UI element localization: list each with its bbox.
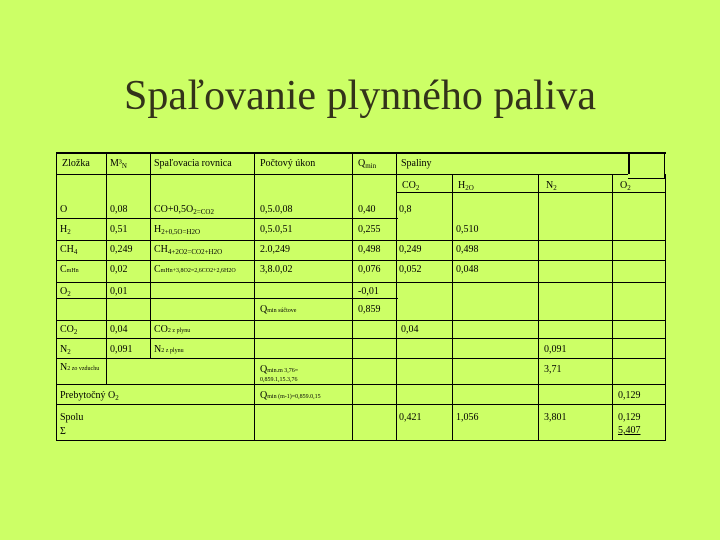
header-border-right: [628, 152, 630, 174]
cell-cmhn-rov: CmHn+3,8O2=2,6CO2+2,6H2O: [154, 264, 236, 275]
cell-n2vz-pocet2: 0,859.1,15.3,76: [260, 377, 298, 383]
cell-o2-zlozka: $O_2$: [60, 286, 71, 298]
cell-h2-h2o: 0,510: [456, 224, 479, 235]
cell-cmhn-qmin: 0,076: [358, 264, 381, 275]
column-divider: [150, 152, 151, 358]
row-divider: [56, 260, 666, 261]
header-zlozka: Zložka: [62, 158, 90, 169]
header-spaliny: Spaliny: [401, 158, 432, 169]
header-o2: $O_2$: [620, 180, 631, 192]
cell-o-m3: 0,08: [110, 204, 128, 215]
combustion-table: [56, 152, 666, 440]
header-co2: $CO_2$: [402, 180, 420, 192]
column-divider: [452, 174, 453, 440]
column-divider: [56, 174, 57, 440]
row-divider: [56, 320, 666, 321]
cell-co2-co2: 0,04: [401, 324, 419, 335]
cell-ch4-qmin: 0,498: [358, 244, 381, 255]
cell-co2-m3: 0,04: [110, 324, 128, 335]
cell-n2vz-n2: 3,71: [544, 364, 562, 375]
cell-preb-pocet: Qmin (m-1)=0,859.0,15: [260, 390, 321, 401]
column-divider: [106, 152, 107, 384]
table-border-top: [56, 152, 666, 154]
cell-h2-zlozka: $H_2$: [60, 224, 71, 236]
cell-o-co2: 0,8: [399, 204, 412, 215]
row-divider: [56, 404, 666, 405]
row-divider: [56, 338, 666, 339]
cell-h2-pocet: 0,5.0,51: [260, 224, 293, 235]
cell-ch4-pocet: 2.0,249: [260, 244, 290, 255]
row-divider: [56, 298, 398, 299]
cell-h2-qmin: 0,255: [358, 224, 381, 235]
cell-cmhn-m3: 0,02: [110, 264, 128, 275]
row-divider: [56, 384, 666, 385]
cell-co2-zlozka: $CO_2$: [60, 324, 78, 336]
cell-cmhn-co2: 0,052: [399, 264, 422, 275]
cell-o-pocet: 0,5.0,08: [260, 204, 293, 215]
cell-qsum-val: 0,859: [358, 304, 381, 315]
cell-n2-n2: 0,091: [544, 344, 567, 355]
cell-cmhn-h2o: 0,048: [456, 264, 479, 275]
cell-ch4-co2: 0,249: [399, 244, 422, 255]
cell-n2vz-zlozka: N2 zo vzduchu: [60, 362, 100, 373]
header-divider: [56, 174, 628, 175]
header-n2: $N_2$: [546, 180, 557, 192]
header-h2o: $H_{2O}$: [458, 180, 474, 192]
row-divider: [56, 218, 398, 219]
column-divider: [396, 152, 397, 440]
cell-qsum-label: Qmin súčtove: [260, 304, 297, 315]
header-rovnica: Spaľovacia rovnica: [154, 158, 232, 169]
header-qmin: $Q_{min}$: [358, 158, 377, 170]
cell-spolu-total: 5,407: [618, 425, 641, 436]
cell-n2-m3: 0,091: [110, 344, 133, 355]
cell-h2-m3: 0,51: [110, 224, 128, 235]
cell-co2-rov: CO2 z plynu: [154, 324, 191, 335]
header-m3n: $M^3_N$: [110, 158, 127, 170]
cell-h2-rov: $H_{2+0,5O=H2O}$: [154, 224, 201, 236]
cell-spolu-n2: 3,801: [544, 412, 567, 423]
cell-cmhn-zlozka: CmHn: [60, 264, 79, 275]
cell-spolu-o2: 0,129: [618, 412, 641, 423]
cell-o2-qmin: -0,01: [358, 286, 379, 297]
cell-ch4-rov: $CH_{4+2O2=CO2+H2O}$: [154, 244, 223, 256]
cell-n2-zlozka: $N_2$: [60, 344, 71, 356]
cell-spolu-sigma: Σ: [60, 426, 66, 437]
row-divider: [56, 282, 666, 283]
cell-o-qmin: 0,40: [358, 204, 376, 215]
page-title: Spaľovanie plynného paliva: [124, 73, 596, 119]
side-box-bottom: [628, 178, 665, 179]
column-divider: [352, 152, 353, 440]
table-border-bottom: [56, 440, 666, 441]
table-border-right: [665, 174, 666, 440]
cell-spolu-h2o: 1,056: [456, 412, 479, 423]
cell-ch4-m3: 0,249: [110, 244, 133, 255]
cell-n2vz-pocet: Qmin.m 3,76=: [260, 364, 299, 375]
cell-preb-o2: 0,129: [618, 390, 641, 401]
column-divider: [612, 174, 613, 440]
cell-cmhn-pocet: 3,8.0,02: [260, 264, 293, 275]
cell-o-zlozka: O: [60, 204, 68, 215]
cell-o2-m3: 0,01: [110, 286, 128, 297]
cell-n2-rov: N2 z plynu: [154, 344, 184, 355]
row-divider: [56, 358, 666, 359]
table-border-left: [56, 152, 57, 174]
cell-spolu-zlozka: Spolu: [60, 412, 84, 423]
cell-spolu-co2: 0,421: [399, 412, 422, 423]
cell-o-rov: $CO+0,5O_{2=CO2}$: [154, 204, 214, 216]
column-divider: [254, 152, 255, 440]
cell-preb-zlozka: Prebytočný $O_2$: [60, 390, 119, 402]
cell-ch4-h2o: 0,498: [456, 244, 479, 255]
header-pocet: Počtový úkon: [260, 158, 316, 169]
cell-ch4-zlozka: $CH_4$: [60, 244, 78, 256]
row-divider: [56, 240, 666, 241]
column-divider: [538, 174, 539, 440]
